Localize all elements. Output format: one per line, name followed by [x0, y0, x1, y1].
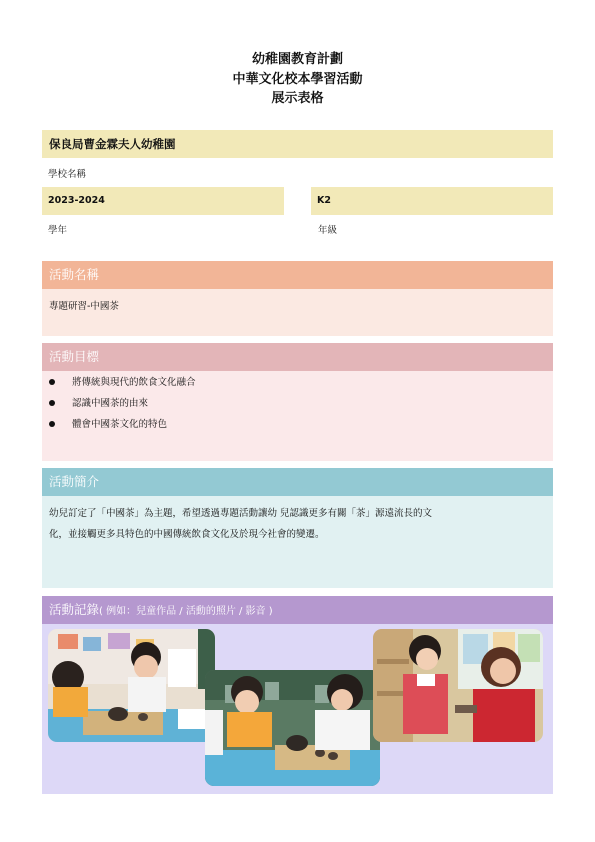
activity-name-body [42, 289, 553, 336]
objectives-heading: 活動目標 [49, 349, 100, 364]
activity-name-heading: 活動名稱 [49, 267, 100, 282]
school-year-field [42, 187, 284, 215]
header-title-line1: 幼稚園教育計劃 [251, 52, 343, 67]
bullet-icon [49, 400, 55, 406]
activity-photo [48, 629, 215, 742]
intro-heading: 活動簡介 [49, 474, 100, 489]
intro-body [42, 496, 553, 588]
photo-teacher-child [373, 629, 543, 742]
objectives-body: 將傳統與現代的飲食文化融合 認識中國茶的由來 體會中國茶文化的特色 [42, 371, 553, 461]
intro-text-line1: 幼兒訂定了「中國茶」為主題，希望透過專題活動讓幼 兒認識更多有關「茶」源遠流長的文 [49, 508, 433, 519]
school-name-label: 學校名稱 [48, 169, 87, 180]
objectives-header [42, 343, 553, 371]
photo-tea-tray [205, 670, 380, 786]
grade-field [311, 187, 553, 215]
photo-tea-pouring [48, 629, 215, 742]
bullet-icon [49, 379, 55, 385]
activity-photo [205, 670, 380, 786]
header-title-line3: 展示表格 [271, 91, 324, 106]
activity-name-value: 專題研習-中國茶 [49, 301, 119, 312]
activity-name-header [42, 261, 553, 289]
grade-label: 年級 [318, 225, 338, 236]
grade-value: K2 [317, 195, 331, 206]
school-name-value: 保良局曹金霖夫人幼稚園 [49, 137, 176, 151]
records-header [42, 596, 553, 624]
school-year-label: 學年 [48, 225, 68, 236]
intro-text-line2: 化，並接觸更多具特色的中國傳統飲食文化及於現今社會的變遷。 [49, 529, 325, 540]
intro-header [42, 468, 553, 496]
records-heading: 活動記錄 [49, 602, 100, 617]
bullet-icon [49, 421, 55, 427]
records-subheading: ( 例如：兒童作品 / 活動的照片 / 影音 ) [99, 606, 273, 617]
header-title-line2: 中華文化校本學習活動 [232, 72, 363, 87]
activity-photo [373, 629, 543, 742]
school-year-value: 2023-2024 [48, 195, 105, 206]
school-name-field [42, 130, 553, 158]
